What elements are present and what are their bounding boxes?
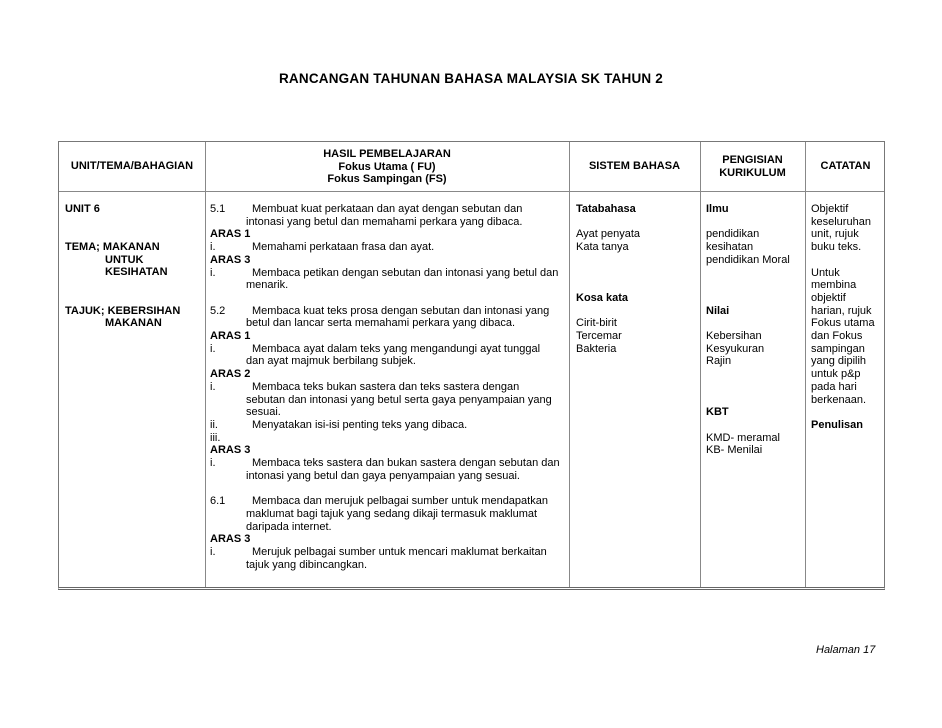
- tema-label: TEMA; MAKANAN: [65, 241, 160, 254]
- page-title: RANCANGAN TAHUNAN BAHASA MALAYSIA SK TAHUN 2: [278, 71, 664, 86]
- outcome-6-1-cont: daripada internet.: [246, 520, 332, 533]
- header-pengisian: [700, 154, 805, 179]
- header-pengisian-2: KURIKULUM: [719, 166, 786, 179]
- lesson-plan-table: [58, 141, 885, 590]
- header-pengisian-1: PENGISIAN: [722, 154, 783, 166]
- penulisan-label: Penulisan: [811, 418, 863, 431]
- outcome-item: ii. Menyatakan isi-isi penting teks yang dibaca.: [210, 418, 468, 431]
- pengisian-item: Rajin: [706, 355, 732, 368]
- outcome-item: i. Membaca teks sastera dan bukan sastera dengan sebutan dan: [210, 457, 560, 470]
- outcome-item: i. Membaca petikan dengan sebutan dan intonasi yang betul dan: [210, 266, 559, 279]
- aras-1-label: ARAS 1: [210, 330, 251, 343]
- header-hasil: [205, 148, 569, 186]
- ilmu-label: Ilmu: [706, 203, 729, 215]
- outcome-item-cont: menarik.: [246, 279, 289, 292]
- sistem-item: Kata tanya: [576, 241, 629, 254]
- sistem-item: Ayat penyata: [576, 228, 641, 241]
- column-divider: [700, 142, 701, 587]
- header-hasil-title: HASIL PEMBELAJARAN: [323, 148, 451, 160]
- tema-line-3: KESIHATAN: [105, 266, 168, 279]
- header-catatan: CATATAN: [820, 160, 871, 172]
- outcome-item: iii.: [210, 431, 221, 444]
- outcome-item: i. Membaca ayat dalam teks yang mengandungi ayat tunggal: [210, 342, 541, 355]
- pengisian-item: Kebersihan: [706, 329, 762, 342]
- aras-3-label: ARAS 3: [210, 533, 251, 546]
- aras-2-label: ARAS 2: [210, 368, 251, 381]
- outcome-item-cont: dan ayat majmuk berbilang subjek.: [246, 355, 416, 368]
- catatan-line: Fokus utama: [811, 317, 875, 330]
- outcome-item: i. Membaca teks bukan sastera dan teks sastera dengan: [210, 380, 520, 393]
- catatan-line: harian, rujuk: [811, 304, 872, 317]
- catatan-line: buku teks.: [811, 241, 862, 254]
- catatan-line: keseluruhan: [811, 215, 871, 228]
- nilai-label: Nilai: [706, 304, 730, 317]
- catatan-line: untuk p&p: [811, 368, 861, 381]
- aras-3-label: ARAS 3: [210, 253, 251, 266]
- pengisian-item: Kesyukuran: [706, 342, 765, 355]
- catatan-line: berkenaan.: [811, 393, 867, 406]
- column-divider: [205, 142, 206, 587]
- header-unit: UNIT/TEMA/BAHAGIAN: [70, 160, 194, 172]
- outcome-6-1: 6.1 Membaca dan merujuk pelbagai sumber untuk mendapatkan: [210, 495, 548, 508]
- catatan-line: sampingan: [811, 342, 865, 355]
- unit-label: UNIT 6: [65, 203, 100, 215]
- catatan-line: Objektif: [811, 203, 849, 215]
- catatan-line: objektif: [811, 291, 846, 304]
- pengisian-item: pendidikan Moral: [706, 253, 790, 266]
- catatan-line: unit, rujuk: [811, 228, 859, 241]
- catatan-line: Untuk: [811, 266, 840, 279]
- outcome-item-cont: sesuai.: [246, 406, 281, 419]
- column-divider: [569, 142, 570, 587]
- outcome-5-1-cont: intonasi yang betul dan memahami perkara yang dibaca.: [246, 215, 523, 228]
- tatabahasa-label: Tatabahasa: [576, 203, 636, 215]
- outcome-5-2: 5.2 Membaca kuat teks prosa dengan sebutan dan intonasi yang: [210, 304, 550, 317]
- pengisian-column: [706, 203, 804, 457]
- tajuk-line-2: MAKANAN: [105, 317, 162, 330]
- catatan-line: dan Fokus: [811, 330, 863, 343]
- outcome-item-cont: tajuk yang dibincangkan.: [246, 558, 368, 571]
- tema-line-2: UNTUK: [105, 253, 144, 266]
- column-divider: [805, 142, 806, 587]
- pengisian-item: pendidikan: [706, 228, 760, 241]
- sistem-item: Tercemar: [576, 329, 622, 342]
- outcome-item: i. Merujuk pelbagai sumber untuk mencari maklumat berkaitan: [210, 545, 547, 558]
- pengisian-item: KMD- meramal: [706, 431, 780, 444]
- aras-1-label: ARAS 1: [210, 228, 251, 241]
- header-divider: [59, 191, 884, 192]
- catatan-column: [811, 203, 885, 432]
- unit-column: [65, 203, 203, 330]
- outcome-item: i. Memahami perkataan frasa dan ayat.: [210, 241, 435, 254]
- outcome-5-1: 5.1 Membuat kuat perkataan dan ayat dengan sebutan dan: [210, 203, 523, 215]
- tajuk-label: TAJUK; KEBERSIHAN: [65, 304, 181, 317]
- header-sistem: SISTEM BAHASA: [588, 160, 681, 172]
- kosa-kata-label: Kosa kata: [576, 291, 628, 304]
- catatan-line: pada hari: [811, 380, 857, 393]
- header-hasil-fs: Fokus Sampingan (FS): [327, 173, 447, 185]
- header-hasil-fu: Fokus Utama ( FU): [338, 160, 436, 173]
- aras-3-label: ARAS 3: [210, 444, 251, 457]
- page-number: Halaman 17: [816, 644, 876, 656]
- outcome-6-1-cont: maklumat bagi tajuk yang sedang dikaji termasuk maklumat: [246, 507, 538, 520]
- sistem-item: Cirit-birit: [576, 317, 617, 330]
- pengisian-item: kesihatan: [706, 241, 754, 254]
- pengisian-item: KB- Menilai: [706, 444, 763, 457]
- sistem-item: Bakteria: [576, 342, 617, 355]
- outcome-item-cont: intonasi yang betul dan gaya penyampaian yang sesuai.: [246, 469, 520, 482]
- catatan-line: yang dipilih: [811, 355, 867, 368]
- sistem-column: [576, 203, 698, 355]
- catatan-line: membina: [811, 279, 857, 292]
- hasil-column: [210, 203, 568, 571]
- outcome-5-2-cont: betul dan lancar serta memahami perkara yang dibaca.: [246, 317, 516, 330]
- kbt-label: KBT: [706, 406, 729, 419]
- outcome-item-cont: sebutan dan intonasi yang betul serta gaya penyampaian yang: [246, 393, 552, 406]
